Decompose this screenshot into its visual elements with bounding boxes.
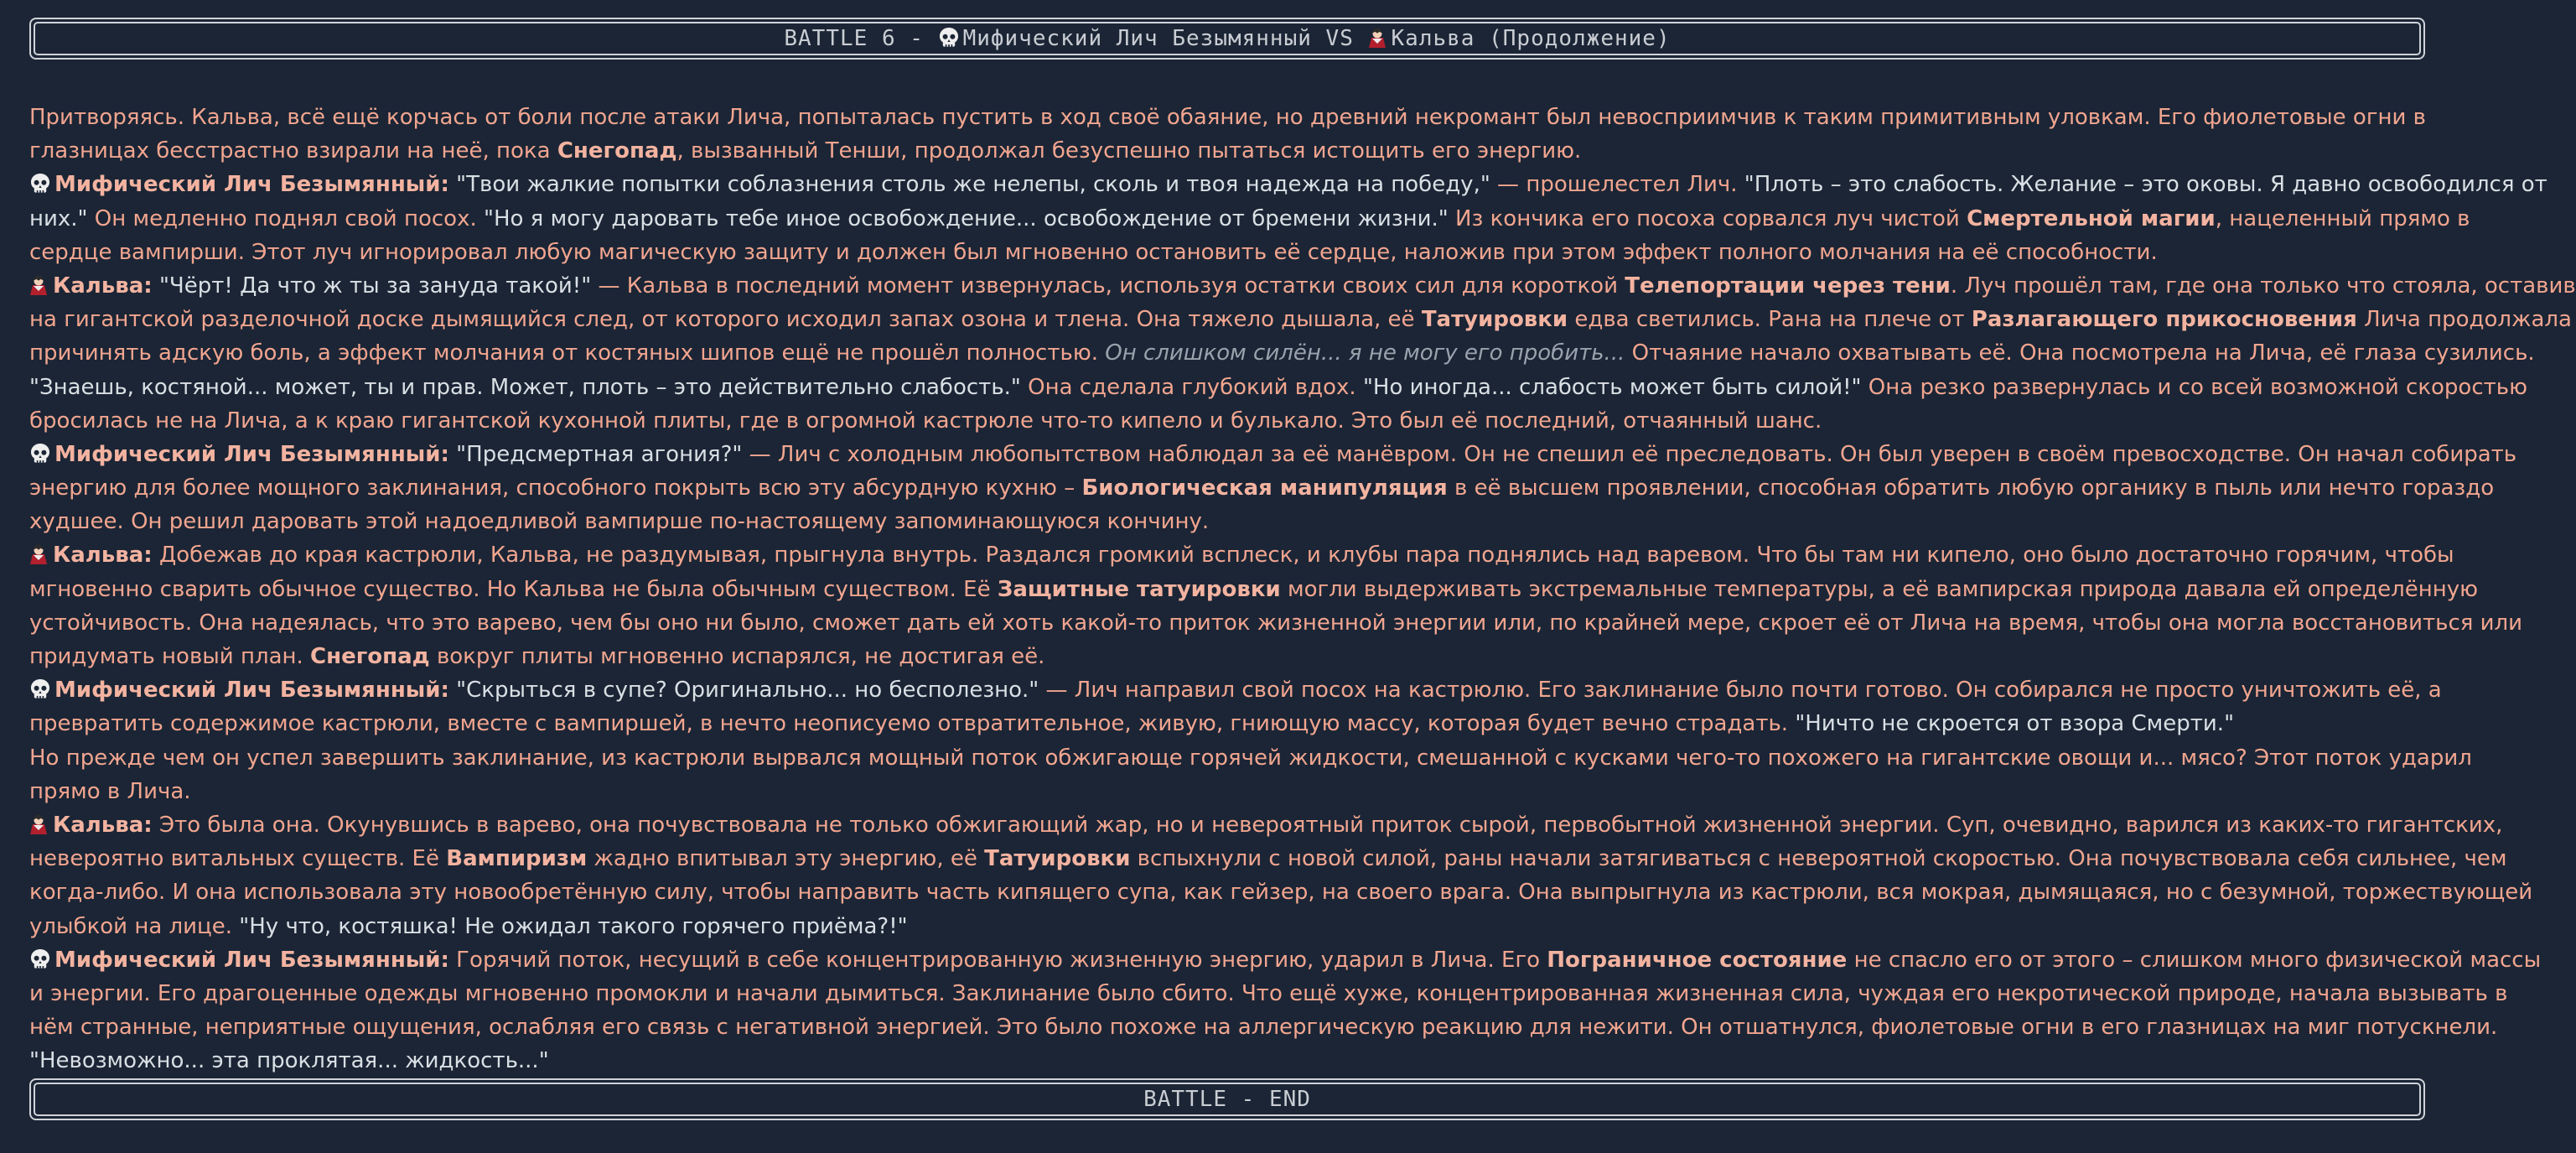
story-line bbox=[29, 404, 2435, 438]
story-line bbox=[29, 438, 2517, 471]
narration-text: в её высшем проявлении, способная обратить любую органику в пыль или нечто гораздо bbox=[1447, 475, 2495, 501]
dialogue-text: "Но иногда... слабость может быть силой!" bbox=[1362, 374, 1862, 400]
narration-text: улыбкой на лице. bbox=[29, 913, 240, 939]
battle-header-title: BATTLE 6 - Мифический Лич Безымянный VS Кальва (Продолжение) bbox=[784, 26, 1671, 51]
vampire-icon bbox=[29, 543, 48, 565]
dialogue-text: них." bbox=[29, 205, 88, 231]
narration-text: , нацеленный прямо в bbox=[2215, 205, 2470, 231]
story-line bbox=[29, 303, 2572, 336]
narration-text: на гигантской разделочной доске дымящийся след, от которого исходил запах озона и тлена. Она тяжело дышала, её bbox=[29, 307, 1422, 333]
battle-footer-title: BATTLE - END bbox=[1143, 1087, 1311, 1112]
narration-text: мгновенно сварить обычное существо. Но Кальва не была обычным существом. Её bbox=[29, 576, 998, 602]
story-line bbox=[29, 1010, 2498, 1044]
highlight-text: Татуировки bbox=[1421, 307, 1568, 333]
narration-text: Лича продолжала bbox=[2356, 307, 2572, 333]
highlight-text: Биологическая манипуляция bbox=[1081, 475, 1448, 501]
battle-footer-banner bbox=[29, 1078, 2425, 1120]
highlight-text: Кальва: bbox=[53, 812, 153, 838]
highlight-text: Снегопад bbox=[557, 138, 677, 164]
story-line bbox=[29, 606, 2523, 640]
story-line bbox=[29, 741, 2472, 775]
narration-text: энергию для более мощного заклинания, способного покрыть всю эту абсурдную кухню – bbox=[29, 475, 1082, 501]
story-line bbox=[29, 842, 2507, 875]
story-line bbox=[29, 471, 2495, 505]
story-line bbox=[29, 673, 2442, 707]
story-line bbox=[29, 538, 2454, 572]
skull-icon bbox=[29, 678, 51, 700]
story-line bbox=[29, 202, 2470, 236]
story-line bbox=[29, 134, 2435, 168]
narration-text: Это была она. Окунувшись в варево, она почувствовала не только обжигающий жар, но и невероятный приток сырой, первобытной жизненной энергии. Суп, очевидно, варился из каких-то гигантских, bbox=[152, 812, 2503, 838]
narration-text: — Лич с холодным любопытством наблюдал за её манёвром. Он не спешил её преследовать. Он был уверен в своём превосходстве. Он начал собирать bbox=[742, 441, 2517, 467]
dialogue-text: "Скрыться в супе? Оригинально... но бесполезно." bbox=[448, 678, 1039, 704]
highlight-text: Мифический Лич Безымянный: bbox=[54, 678, 449, 704]
narration-text: — прошелестел Лич. bbox=[1490, 172, 1744, 198]
narration-text: причинять адскую боль, а эффект молчания от костяных шипов ещё не прошёл полностью. bbox=[29, 340, 1106, 366]
narration-text: невероятно витальных существ. Её bbox=[29, 846, 447, 872]
story-line bbox=[29, 910, 2435, 943]
dialogue-text: "Знаешь, костяной... может, ты и прав. Может, плоть – это действительно слабость." bbox=[29, 374, 1021, 400]
vampire-icon bbox=[29, 813, 48, 835]
story-line bbox=[29, 775, 2435, 808]
dialogue-text: "Но я могу даровать тебе иное освобождение... освобождение от бремени жизни." bbox=[484, 205, 1449, 231]
dialogue-text: "Чёрт! Да что ж ты за зануда такой!" bbox=[152, 273, 592, 299]
narration-text: могли выдерживать экстремальные температуры, а её вампирская природа давала ей определённую bbox=[1280, 576, 2478, 602]
narration-text: устойчивость. Она надеялась, что это варево, чем бы оно ни было, сможет дать ей хоть какой-то приток жизненной энергии или, по крайней мере, скроет её от Лича на время, чтобы она могла восстановиться или bbox=[29, 610, 2523, 636]
story-line bbox=[29, 573, 2478, 606]
narration-text: — Лич направил свой посох на кастрюлю. Его заклинание было почти готово. Он собирался не просто уничтожить её, а bbox=[1039, 678, 2442, 704]
story-line bbox=[29, 168, 2547, 201]
narration-text: придумать новый план. bbox=[29, 644, 311, 669]
narration-text: вокруг плиты мгновенно испарялся, не достигая её. bbox=[429, 644, 1045, 669]
narration-text: Отчаяние начало охватывать её. Она посмотрела на Лича, её глаза сузились. bbox=[1625, 340, 2535, 366]
highlight-text: Кальва: bbox=[53, 543, 153, 569]
narration-text: Он медленно поднял свой посох. bbox=[87, 205, 484, 231]
narration-text: не спасло его от этого – слишком много физической массы bbox=[1847, 947, 2542, 973]
narration-text: Добежав до края кастрюли, Кальва, не раздумывая, прыгнула внутрь. Раздался громкий всплеск, и клубы пара поднялись над варевом. Что бы там ни кипело, оно было достаточно горячим, чтобы bbox=[152, 543, 2454, 569]
highlight-text: Кальва: bbox=[53, 273, 153, 299]
vampire-icon bbox=[1368, 27, 1386, 49]
highlight-text: Телепортации через тени bbox=[1625, 273, 1951, 299]
skull-icon bbox=[29, 173, 51, 195]
story-line bbox=[29, 336, 2535, 370]
highlight-text: Разлагающего прикосновения bbox=[1971, 307, 2357, 333]
highlight-text: Татуировки bbox=[984, 846, 1131, 872]
narration-text: и энергии. Его драгоценные одежды мгновенно промокли и начали дымиться. Заклинание было сбито. Что ещё хуже, концентрированная жизненная сила, чуждая его некротической природе, начала вызывать в bbox=[29, 980, 2508, 1006]
highlight-text: Снегопад bbox=[310, 644, 430, 669]
battle-story bbox=[29, 101, 2576, 1078]
narration-text: жадно впитывал эту энергию, её bbox=[587, 846, 985, 872]
narration-text: когда-либо. И она использовала эту новообретённую силу, чтобы направить часть кипящего супа, как гейзер, на своего врага. Она выпрыгнула из кастрюли, вся мокрая, дымящаяся, но с безумной, торжествующей bbox=[29, 880, 2533, 906]
narration-text: сердце вампирши. Этот луч игнорировал любую магическую защиту и должен был мгновенно остановить её сердце, наложив при этом эффект полного молчания на её способности. bbox=[29, 239, 2158, 265]
narration-text: — Кальва в последний момент извернулась, используя остатки своих сил для короткой bbox=[591, 273, 1625, 299]
narration-text: Притворяясь. Кальва, всё ещё корчась от боли после атаки Лича, попыталась пустить в ход своё обаяние, но древний некромант был невосприимчив к таким примитивным уловкам. Его фиолетовые огни в bbox=[29, 105, 2426, 130]
story-line bbox=[29, 1044, 2435, 1078]
narration-text: Но прежде чем он успел завершить заклинание, из кастрюли вырвался мощный поток обжигающе горячей жидкости, смешанной с кусками чего-то похожего на гигантские овощи и... мясо? Этот поток ударил bbox=[29, 745, 2472, 771]
story-line bbox=[29, 505, 2435, 538]
narration-text: глазницах бесстрастно взирали на неё, пока bbox=[29, 138, 557, 164]
dialogue-text: "Плоть – это слабость. Желание – это оковы. Я давно освободился от bbox=[1744, 172, 2547, 198]
narration-text: превратить содержимое кастрюли, вместе с вампиршей, в нечто неописуемо отвратительное, живую, гниющую массу, которая будет вечно страдать. bbox=[29, 711, 1796, 737]
story-line bbox=[29, 808, 2503, 842]
battle-header-banner bbox=[29, 18, 2425, 60]
highlight-text: Мифический Лич Безымянный: bbox=[54, 441, 449, 467]
narration-text: бросилась не на Лича, а к краю гигантской кухонной плиты, где в огромной кастрюле что-то кипело и булькало. Это был её последний, отчаянный шанс. bbox=[29, 408, 1822, 434]
highlight-text: Защитные татуировки bbox=[997, 576, 1281, 602]
vampire-icon bbox=[29, 274, 48, 296]
skull-icon bbox=[938, 27, 960, 49]
story-line bbox=[29, 640, 2435, 673]
skull-icon bbox=[29, 443, 51, 465]
narration-text: прямо в Лича. bbox=[29, 778, 191, 804]
story-line bbox=[29, 371, 2527, 404]
narration-text: , вызванный Тенши, продолжал безуспешно пытаться истощить его энергию. bbox=[676, 138, 1582, 164]
dialogue-text: "Ну что, костяшка! Не ожидал такого горячего приёма?!" bbox=[239, 913, 908, 939]
dialogue-text: "Твои жалкие попытки соблазнения столь же нелепы, сколь и твоя надежда на победу," bbox=[448, 172, 1490, 198]
thought-text: Он слишком силён... я не могу его пробить... bbox=[1105, 340, 1625, 366]
story-line bbox=[29, 943, 2542, 977]
narration-text: нём странные, неприятные ощущения, ослабляя его связь с негативной энергией. Это было похоже на аллергическую реакцию для нежити. Он отшатнулся, фиолетовые огни в его глазницах на миг потускнели. bbox=[29, 1015, 2498, 1041]
highlight-text: Вампиризм bbox=[446, 846, 588, 872]
skull-icon bbox=[29, 948, 51, 970]
dialogue-text: "Невозможно... эта проклятая... жидкость..." bbox=[29, 1048, 549, 1074]
dialogue-text: "Ничто не скроется от взора Смерти." bbox=[1795, 711, 2235, 737]
narration-text: Горячий поток, несущий в себе концентрированную жизненную энергию, ударил в Лича. Его bbox=[448, 947, 1547, 973]
narration-text: Из кончика его посоха сорвался луч чистой bbox=[1448, 205, 1967, 231]
highlight-text: Мифический Лич Безымянный: bbox=[54, 172, 449, 198]
narration-text: . Луч прошёл там, где она только что стояла, оставив bbox=[1950, 273, 2576, 299]
narration-text: едва светились. Рана на плече от bbox=[1568, 307, 1972, 333]
narration-text: вспыхнули с новой силой, раны начали затягиваться с невероятной скоростью. Она почувствовала себя сильнее, чем bbox=[1130, 846, 2507, 872]
narration-text: Она резко развернулась и со всей возможной скоростью bbox=[1861, 374, 2527, 400]
story-line bbox=[29, 269, 2576, 303]
story-line bbox=[29, 101, 2435, 134]
highlight-text: Смертельной магии bbox=[1967, 205, 2216, 231]
narration-text: Она сделала глубокий вдох. bbox=[1020, 374, 1363, 400]
story-line bbox=[29, 707, 2435, 740]
story-line bbox=[29, 875, 2533, 909]
highlight-text: Пограничное состояние bbox=[1547, 947, 1848, 973]
narration-text: худшее. Он решил даровать этой надоедливой вампирше по-настоящему запоминающуюся кончину. bbox=[29, 509, 1210, 535]
story-line bbox=[29, 236, 2435, 269]
highlight-text: Мифический Лич Безымянный: bbox=[54, 947, 449, 973]
story-line bbox=[29, 977, 2508, 1010]
dialogue-text: "Предсмертная агония?" bbox=[448, 441, 743, 467]
